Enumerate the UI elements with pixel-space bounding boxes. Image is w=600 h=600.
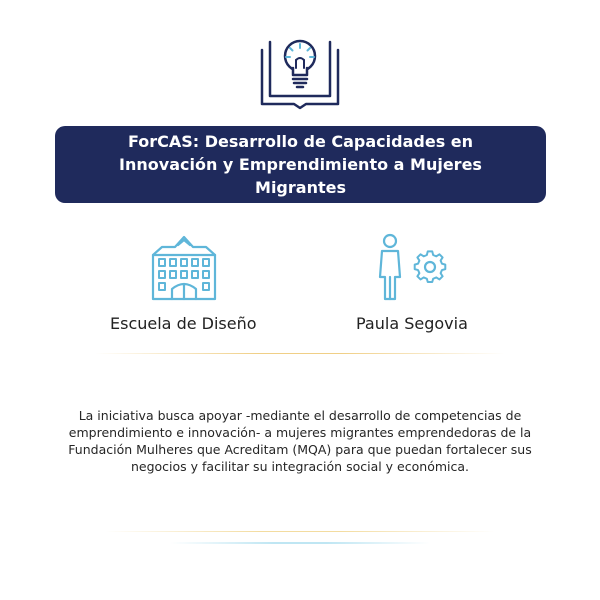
- lightbulb-book-icon: [258, 32, 342, 110]
- person-label: Paula Segovia: [356, 314, 468, 333]
- divider-top: [95, 353, 505, 354]
- page-title: ForCAS: Desarrollo de Capacidades en Innovación y Emprendimiento a Mujeres Migrantes: [119, 132, 482, 197]
- divider-bottom-blue: [170, 542, 430, 544]
- building-icon: [150, 233, 218, 303]
- divider-bottom-gold: [105, 531, 495, 532]
- school-label: Escuela de Diseño: [110, 314, 257, 333]
- title-banner: [55, 126, 546, 203]
- person-gear-icon: [376, 233, 448, 303]
- description-text: La iniciativa busca apoyar -mediante el desarrollo de competencias de emprendimiento e innovación- a mujeres migrantes emprendedoras de la Fundación Mulheres que Acreditam (MQA) para que puedan fortalecer sus negocios y facilitar su integración social y económica.: [68, 408, 532, 474]
